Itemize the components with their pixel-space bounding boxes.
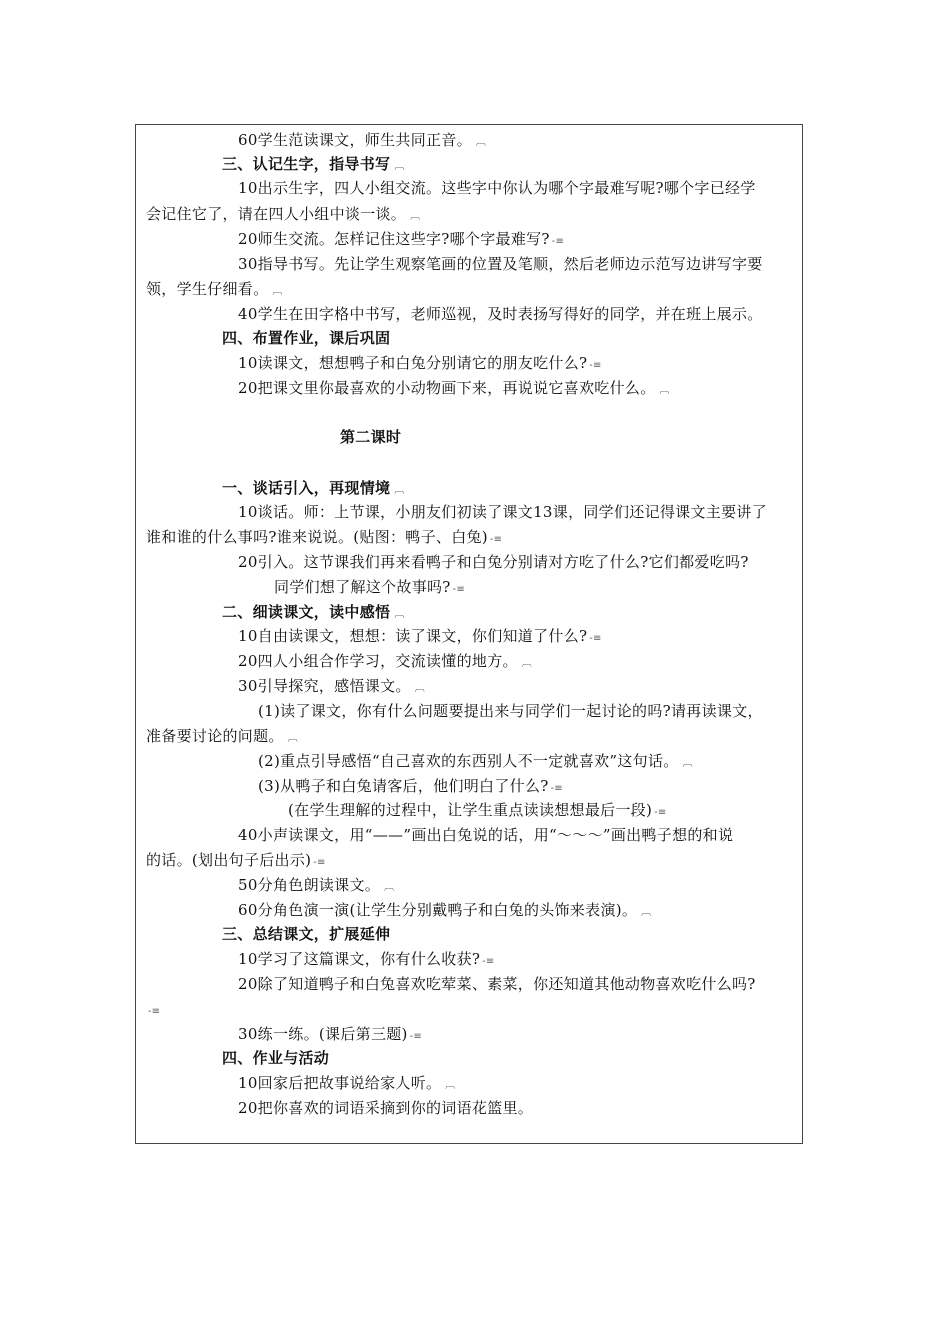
text-line: 10回家后把故事说给家人听。 ︹ [238, 1074, 456, 1092]
text-line: 20除了知道鸭子和白兔喜欢吃荤菜、素菜，你还知道其他动物喜欢吃什么吗? [238, 975, 756, 993]
text-line: 10自由读课文，想想：读了课文，你们知道了什么? -≡ [238, 627, 602, 645]
text-line: 的话。(划出句子后出示) -≡ [146, 851, 326, 869]
text-line: 谁和谁的什么事吗?谁来说说。(贴图：鸭子、白兔) -≡ [146, 528, 503, 546]
section-heading: 四、作业与活动 [222, 1049, 330, 1067]
text-line: 10读课文，想想鸭子和白兔分别请它的朋友吃什么? -≡ [238, 354, 602, 372]
text-line: 会记住它了，请在四人小组中谈一谈。 ︹ [146, 205, 421, 223]
text-line: 10谈话。师：上节课，小朋友们初读了课文13课，同学们还记得课文主要讲了 [238, 503, 767, 521]
text-line: 20把你喜欢的词语采摘到你的词语花篮里。 [238, 1099, 534, 1117]
text-line: 20师生交流。怎样记住这些字?哪个字最难写? -≡ [238, 230, 565, 248]
text-line: 10学习了这篇课文，你有什么收获? -≡ [238, 950, 495, 968]
text-line: 30引导探究，感悟课文。 ︹ [238, 677, 426, 695]
text-line: 30练一练。(课后第三题) -≡ [238, 1025, 423, 1043]
text-line: 60分角色演一演(让学生分别戴鸭子和白兔的头饰来表演)。 ︹ [238, 901, 652, 919]
text-line: 20把课文里你最喜欢的小动物画下来，再说说它喜欢吃什么。 ︹ [238, 379, 670, 397]
section-heading: 三、总结课文，扩展延伸 [222, 925, 391, 943]
section-heading: 三、认记生字，指导书写 ︹ [222, 155, 405, 173]
text-line: (3)从鸭子和白兔请客后，他们明白了什么? -≡ [258, 777, 563, 795]
text-line: 50分角色朗读课文。 ︹ [238, 876, 395, 894]
text-line: (1)读了课文，你有什么问题要提出来与同学们一起讨论的吗?请再读课文， [258, 702, 763, 720]
text-line: 40学生在田字格中书写，老师巡视，及时表扬写得好的同学，并在班上展示。 [238, 305, 763, 323]
section-heading: 一、谈话引入，再现情境 ︹ [222, 479, 405, 497]
text-line: -≡ [148, 1006, 161, 1017]
document-frame [135, 124, 803, 1144]
text-line: 同学们想了解这个故事吗? -≡ [274, 578, 466, 596]
text-line: 20引入。这节课我们再来看鸭子和白兔分别请对方吃了什么?它们都爱吃吗? [238, 553, 749, 571]
text-line: (在学生理解的过程中，让学生重点读读想想最后一段) -≡ [288, 801, 667, 819]
text-line: 领，学生仔细看。 ︹ [146, 280, 283, 298]
text-line: (2)重点引导感悟“自己喜欢的东西别人不一定就喜欢”这句话。 ︹ [258, 752, 693, 770]
text-line: 60学生范读课文，师生共同正音。 ︹ [238, 131, 487, 149]
text-line: 30指导书写。先让学生观察笔画的位置及笔顺，然后老师边示范写边讲写字要 [238, 255, 763, 273]
text-line: 准备要讨论的问题。 ︹ [146, 727, 299, 745]
text-line: 10出示生字，四人小组交流。这些字中你认为哪个字最难写呢?哪个字已经学 [238, 179, 756, 197]
section-heading: 二、细读课文，读中感悟 ︹ [222, 603, 405, 621]
lesson-title: 第二课时 [340, 428, 402, 446]
text-line: 40小声读课文，用“——”画出白兔说的话，用“～～～”画出鸭子想的和说 [238, 826, 734, 844]
text-line: 20四人小组合作学习，交流读懂的地方。 ︹ [238, 652, 533, 670]
section-heading: 四、布置作业，课后巩固 [222, 329, 391, 347]
